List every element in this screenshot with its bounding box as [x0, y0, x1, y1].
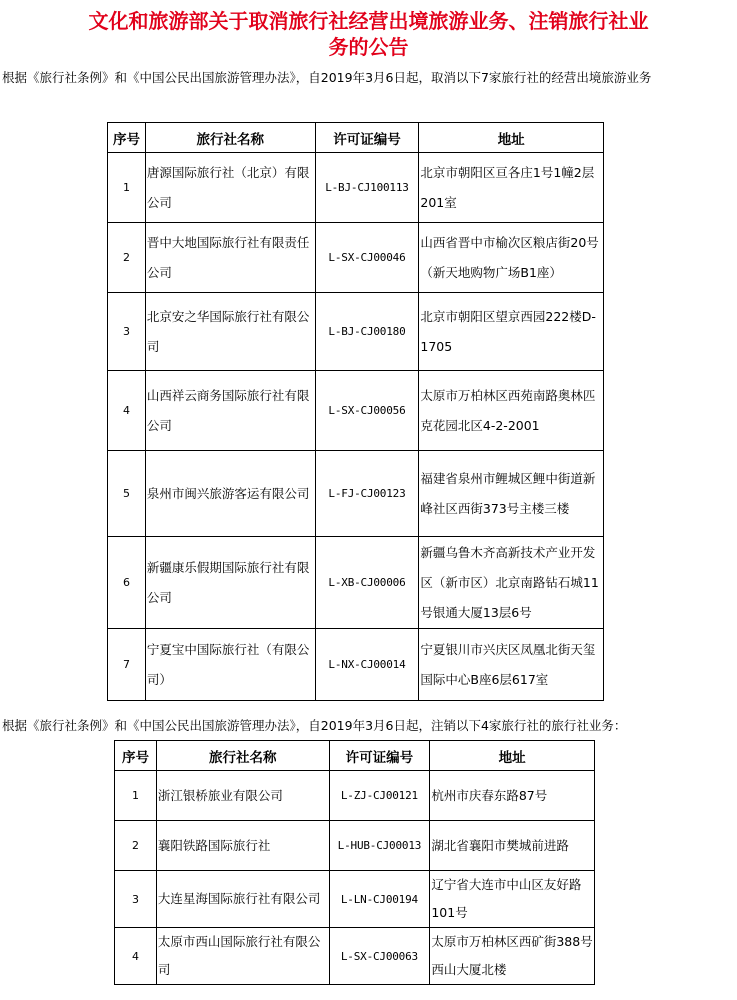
intro-paragraph-1: 根据《旅行社条例》和《中国公民出国旅游管理办法》，自2019年3月6日起，取消以下7家旅行社的经营出境旅游业务	[2, 70, 652, 85]
header-name: 旅行社名称	[156, 741, 329, 771]
address-cell: 北京市朝阳区望京西园222楼D-1705	[419, 293, 604, 371]
table-row	[115, 928, 595, 985]
address-cell: 福建省泉州市鲤城区鲤中街道新峰社区西街373号主楼三楼	[419, 451, 604, 537]
agency-name-cell: 晋中大地国际旅行社有限责任公司	[145, 223, 315, 293]
address-cell: 宁夏银川市兴庆区凤凰北街天玺国际中心B座6层617室	[419, 629, 604, 701]
license-number-cell: L-BJ-CJ00180	[315, 293, 419, 371]
row-index: 7	[108, 629, 146, 701]
title-line-2: 务的公告	[328, 35, 409, 59]
agency-name-cell: 北京安之华国际旅行社有限公司	[145, 293, 315, 371]
address-cell: 杭州市庆春东路87号	[430, 771, 595, 821]
address-cell: 太原市万柏林区西矿街388号西山大厦北楼	[430, 928, 595, 985]
table-row	[108, 223, 604, 293]
header-idx: 序号	[108, 123, 146, 153]
address-cell: 山西省晋中市榆次区粮店街20号（新天地购物广场B1座）	[419, 223, 604, 293]
title-line-1: 文化和旅游部关于取消旅行社经营出境旅游业务、注销旅行社业	[88, 9, 649, 33]
license-number-cell: L-LN-CJ00194	[329, 871, 430, 928]
agency-name-cell: 泉州市闽兴旅游客运有限公司	[145, 451, 315, 537]
license-number-cell: L-ZJ-CJ00121	[329, 771, 430, 821]
row-index: 6	[108, 537, 146, 629]
row-index: 3	[108, 293, 146, 371]
license-number-cell: L-NX-CJ00014	[315, 629, 419, 701]
license-number-cell: L-SX-CJ00063	[329, 928, 430, 985]
agency-name-cell: 浙江银桥旅业有限公司	[156, 771, 329, 821]
row-index: 1	[108, 153, 146, 223]
table-row	[108, 629, 604, 701]
table-header-row	[115, 741, 595, 771]
table-row	[115, 871, 595, 928]
table-body	[115, 771, 595, 985]
table-body	[108, 153, 604, 701]
cancelled-outbound-table	[107, 122, 604, 701]
row-index: 5	[108, 451, 146, 537]
table-row	[115, 821, 595, 871]
header-address: 地址	[430, 741, 595, 771]
header-idx: 序号	[115, 741, 157, 771]
table-row	[108, 537, 604, 629]
license-number-cell: L-SX-CJ00046	[315, 223, 419, 293]
table-row	[108, 451, 604, 537]
agency-name-cell: 大连星海国际旅行社有限公司	[156, 871, 329, 928]
license-number-cell: L-SX-CJ00056	[315, 371, 419, 451]
agency-name-cell: 宁夏宝中国际旅行社（有限公司）	[145, 629, 315, 701]
table-header-row	[108, 123, 604, 153]
row-index: 3	[115, 871, 157, 928]
page-title	[0, 8, 737, 60]
table-row	[115, 771, 595, 821]
intro-paragraph-2: 根据《旅行社条例》和《中国公民出国旅游管理办法》，自2019年3月6日起，注销以下4家旅行社的旅行社业务：	[2, 718, 627, 733]
table-row	[108, 371, 604, 451]
header-license: 许可证编号	[315, 123, 419, 153]
address-cell: 新疆乌鲁木齐高新技术产业开发区（新市区）北京南路钻石城11号银通大厦13层6号	[419, 537, 604, 629]
table-row	[108, 293, 604, 371]
row-index: 2	[108, 223, 146, 293]
row-index: 1	[115, 771, 157, 821]
agency-name-cell: 襄阳铁路国际旅行社	[156, 821, 329, 871]
row-index: 4	[108, 371, 146, 451]
agency-name-cell: 唐源国际旅行社（北京）有限公司	[145, 153, 315, 223]
agency-name-cell: 太原市西山国际旅行社有限公司	[156, 928, 329, 985]
agency-name-cell: 山西祥云商务国际旅行社有限公司	[145, 371, 315, 451]
header-name: 旅行社名称	[145, 123, 315, 153]
address-cell: 辽宁省大连市中山区友好路101号	[430, 871, 595, 928]
row-index: 2	[115, 821, 157, 871]
header-license: 许可证编号	[329, 741, 430, 771]
license-number-cell: L-FJ-CJ00123	[315, 451, 419, 537]
deregistered-agency-table	[114, 740, 595, 985]
header-address: 地址	[419, 123, 604, 153]
row-index: 4	[115, 928, 157, 985]
address-cell: 湖北省襄阳市樊城前进路	[430, 821, 595, 871]
address-cell: 北京市朝阳区亘各庄1号1幢2层201室	[419, 153, 604, 223]
table-row	[108, 153, 604, 223]
agency-name-cell: 新疆康乐假期国际旅行社有限公司	[145, 537, 315, 629]
license-number-cell: L-BJ-CJ100113	[315, 153, 419, 223]
license-number-cell: L-XB-CJ00006	[315, 537, 419, 629]
address-cell: 太原市万柏林区西苑南路奥林匹克花园北区4-2-2001	[419, 371, 604, 451]
license-number-cell: L-HUB-CJ00013	[329, 821, 430, 871]
